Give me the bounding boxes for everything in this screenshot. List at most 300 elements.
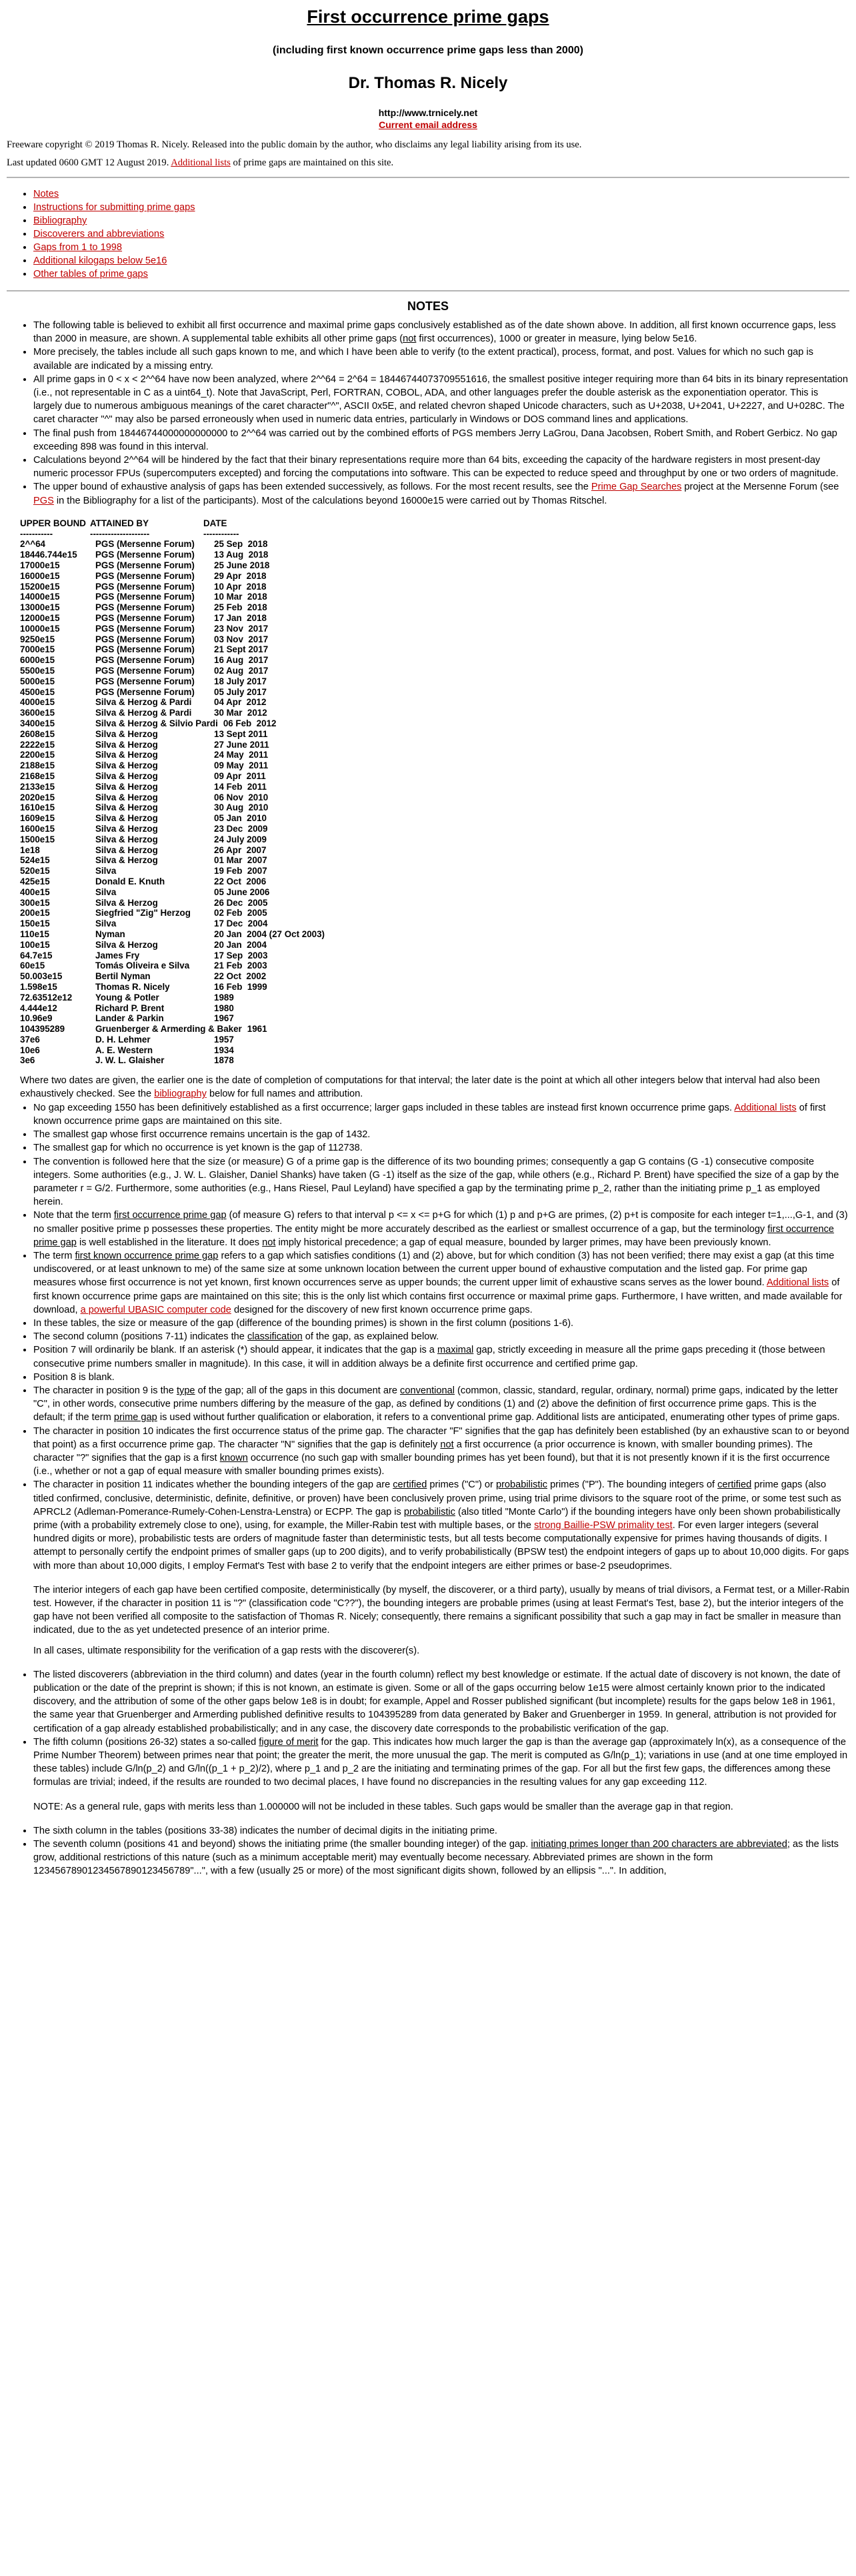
bound-row <box>20 908 849 918</box>
bound-row <box>20 1013 849 1024</box>
bound-cell: 9250e15 <box>20 634 55 644</box>
toc-link-discoverers[interactable]: Discoverers and abbreviations <box>33 229 165 239</box>
attained-by-cell: Silva & Herzog <box>95 802 158 813</box>
emphasized-text: classification <box>247 1331 303 1343</box>
emphasized-text: probabilistic <box>495 1479 548 1491</box>
date-cell: 1961 <box>247 1024 267 1035</box>
text-segment: All prime gaps in 0 < x < 2^^64 have now been analyzed, where 2^^64 = 2^64 = 18446744073709551616, the smallest positive integer requiring more than 64 bits in its binary representation (i.e., not representable in C as a uint64_t). Note that JavaScript, Perl, FORTRAN, COBOL, ADA, and other languages prefer the double asterisk as the exponentiation operator. This is largely due to numerous ambiguous meanings of the caret character"^", ASCII 0x5E, and related chevron shaped Unicode characters, such as U+2038, U+2041, U+2227, and U+028C. The caret character "^" may also be parsed erroneously when used in numeric data entries, particularly in Windows or DOS command lines and applications. <box>33 374 848 426</box>
text-segment: a first occurrence (a prior occurrence is known, with smaller bounding primes). The character "?" signifies that the gap is a first <box>33 1439 813 1463</box>
rule-1: ----------- <box>20 528 53 539</box>
text-segment: of first known occurrence prime gaps are maintained on this site. <box>33 1102 826 1127</box>
bound-row <box>20 876 849 887</box>
date-cell: 06 Nov 2010 <box>214 792 269 802</box>
bound-row <box>20 729 849 740</box>
text-segment: project at the Mersenne Forum (see <box>681 482 839 493</box>
note-item <box>33 1141 849 1155</box>
bound-row <box>20 655 849 666</box>
attained-by-cell: Richard P. Brent <box>95 1003 165 1013</box>
bound-cell: 2608e15 <box>20 728 55 739</box>
attained-by-cell: Silva & Herzog <box>95 781 158 792</box>
bound-cell: 64.7e15 <box>20 950 53 960</box>
text-segment: In these tables, the size or measure of the gap (difference of the bounding primes) is shown in the first column (positions 1-6). <box>33 1317 574 1329</box>
inline-link[interactable]: strong Baillie-PSW primality test <box>534 1519 673 1531</box>
bound-row <box>20 750 849 760</box>
text-segment: (common, classic, standard, regular, ordinary, normal) prime gaps, indicated by the letter "C", in other words, consecutive prime numbers differing by the measure of the gap, as defined by conditions (1) and (2) above the definition of first occurrence prime gaps. This is the default; if the term <box>33 1385 838 1423</box>
attained-by-cell: Lander & Parkin <box>95 1013 164 1024</box>
bound-cell: 72.63512e12 <box>20 992 73 1003</box>
attained-by-cell: PGS (Mersenne Forum) <box>95 560 195 571</box>
upper-bound-table <box>20 518 849 1066</box>
text-segment: Position 7 will ordinarily be blank. If an asterisk (*) should appear, it indicates that the gap is a <box>33 1345 437 1356</box>
header-date: DATE <box>203 518 227 528</box>
bound-row <box>20 898 849 908</box>
bound-cell: 10e6 <box>20 1045 40 1055</box>
copyright-notice: Freeware copyright © 2019 Thomas R. Nicely. Released into the public domain by the author, who disclaims any legal liability arising from its use. <box>7 139 582 150</box>
bound-cell: 524e15 <box>20 855 50 866</box>
emphasized-text: known <box>219 1452 248 1463</box>
page <box>0 7 856 1878</box>
date-cell: 29 Apr 2018 <box>214 570 267 581</box>
date-cell: 13 Aug 2018 <box>214 550 269 560</box>
rule-2: -------------------- <box>90 528 150 539</box>
page-title: First occurrence prime gaps <box>307 7 549 27</box>
email-link[interactable]: Current email address <box>379 119 477 130</box>
note-item <box>33 1384 849 1425</box>
note-item <box>33 1128 849 1141</box>
inline-link[interactable]: Additional lists <box>766 1277 829 1289</box>
bound-row <box>20 592 849 602</box>
attained-by-cell: Silva <box>95 886 117 897</box>
attained-by-cell: Young & Potler <box>95 992 159 1003</box>
attained-by-cell: Silva & Herzog <box>95 897 158 908</box>
date-cell: 21 Sept 2017 <box>214 644 269 655</box>
bound-row <box>20 1024 849 1035</box>
text-segment: Note that the term <box>33 1210 114 1221</box>
bound-cell: 3e6 <box>20 1055 35 1066</box>
attained-by-cell: PGS (Mersenne Forum) <box>95 623 195 634</box>
emphasized-text: maximal <box>437 1345 474 1356</box>
bound-cell: 60e15 <box>20 960 45 971</box>
attained-by-cell: PGS (Mersenne Forum) <box>95 686 195 697</box>
date-cell: 30 Aug 2010 <box>214 802 269 813</box>
text-segment: is used without further qualification or elaboration, it refers to a conventional prime gap. Additional lists are anticipated, enumerating other types of prime gaps. <box>157 1412 840 1423</box>
date-cell: 17 Dec 2004 <box>214 918 268 929</box>
date-cell: 25 Feb 2018 <box>214 602 267 613</box>
bound-row <box>20 855 849 866</box>
date-cell: 05 Jan 2010 <box>214 813 267 824</box>
date-cell: 16 Feb 1999 <box>214 981 267 992</box>
text-segment: The character in position 10 indicates the first occurrence status of the prime gap. The character "F" signifies that the gap has definitely been established (by an exhaustive scan to or beyond that point) as a first occurrence prime gap. The character "N" signifies that the gap is definitely <box>33 1425 849 1450</box>
text-segment: The final push from 18446744000000000000 to 2^^64 was carried out by the combined efforts of PGS members Jerry LaGrou, Dana Jacobsen, Robert Smith, and Robert Gerbicz. No gap exceeding 898 was found in this interval. <box>33 428 837 452</box>
date-cell: 16 Aug 2017 <box>214 655 269 666</box>
text-segment: The listed discoverers (abbreviation in the third column) and dates (year in the fourth column) reflect my best knowledge or estimate. If the actual date of discovery is not known, the date of publication or the date of the preprint is shown; if this is not known, an estimate is given. Some or all of the gaps occurring below 1e15 were almost certainly known prior to the indicated discovery, and the attribution of some of the other gaps below 1e8 is in doubt; for example, Appel and Rosser published significant (but incomplete) results for the gaps below 1e8 in 1961, the same year that Gruenberger and Armerding published definitive results to 104395289 from data generated by Baker and Gruenberger in 1959. In general, attribution is not provided for certification of a gap already established probabilistically; and in any case, the discovery date corresponds to the probabilistic verification of the gap. <box>33 1669 841 1734</box>
date-cell: 09 Apr 2011 <box>214 770 266 781</box>
author-name: Dr. Thomas R. Nicely <box>348 74 508 92</box>
attained-by-cell: PGS (Mersenne Forum) <box>95 676 195 686</box>
date-cell: 20 Jan 2004 (27 Oct 2003) <box>214 928 325 939</box>
bound-cell: 18446.744e15 <box>20 550 77 560</box>
bound-cell: 13000e15 <box>20 602 60 613</box>
text-segment: is well established in the literature. It does <box>76 1237 263 1248</box>
note-item <box>33 1425 849 1479</box>
attained-by-cell: Gruenberger & Armerding & Baker <box>95 1024 242 1035</box>
bound-cell: 2188e15 <box>20 760 55 771</box>
text-segment: for the gap. This indicates how much larger the gap is than the average gap (approximately ln(x), as a consequence of the Prime Number Theorem) between primes near that point; the greater the merit, the more unusual the gap. The merit is computed as G/ln(p_1); variations in use (and at one time employed in these tables) include G/ln(p_2) and G/ln((p_1 + p_2)/2), where p_1 and p_2 are the initiating and terminating primes of the gap. For all but the first few gaps, the differences among these formulas are trivial; indeed, if the results are rounded to two decimal places, I have found no discrepancies in the resulting values for any gap exceeding 112. <box>33 1736 848 1788</box>
text-segment: (of measure G) refers to that interval p <= x <= p+G for which (1) p and p+G are primes, (2) p+t is composite for each integer t=1,...,G-1, and (3) no smaller positive prime p possesses these properties. The entity might be more accurately described as the earliest or smallest occurrence of a gap, but the terminology <box>33 1210 848 1235</box>
note-item <box>33 1371 849 1384</box>
bound-row <box>20 539 849 550</box>
emphasized-text: first occurrence prime gap <box>113 1210 227 1221</box>
toc-link-kilogaps[interactable]: Additional kilogaps below 5e16 <box>33 255 167 266</box>
last-updated-text: Last updated 0600 GMT 12 August 2019. <box>7 157 169 168</box>
inline-link[interactable]: a powerful UBASIC computer code <box>80 1304 231 1315</box>
date-cell: 03 Nov 2017 <box>214 634 269 644</box>
bound-cell: 2168e15 <box>20 770 55 781</box>
inline-link[interactable]: PGS <box>33 495 54 506</box>
emphasized-text: certified <box>717 1479 752 1491</box>
bound-cell: 2133e15 <box>20 781 55 792</box>
page-subtitle: (including first known occurrence prime gaps less than 2000) <box>273 45 583 56</box>
bound-cell: 5000e15 <box>20 676 55 686</box>
emphasized-text: not <box>403 334 417 345</box>
bound-row <box>20 1003 849 1014</box>
text-segment: of the gap, as explained below. <box>302 1331 439 1343</box>
text-segment: prime gaps (also titled confirmed, conclusive, deterministic, definite, definitive, or proven) have been conclusively proven prime, using trial prime divisors to the square root of the prime, or some test such as APRCL2 (Adleman-Pomerance-Rumely-Cohen-Lenstra-Lenstra) or ECPP. The gap is <box>33 1479 841 1517</box>
bound-row <box>20 834 849 845</box>
attained-by-cell: PGS (Mersenne Forum) <box>95 570 195 581</box>
attained-by-cell: PGS (Mersenne Forum) <box>95 602 195 613</box>
bound-cell: 400e15 <box>20 886 50 897</box>
text-segment: The term <box>33 1250 75 1261</box>
note-item <box>33 1155 849 1209</box>
additional-lists-link[interactable]: Additional lists <box>171 157 231 168</box>
notes-list-mid <box>7 1101 849 1573</box>
after-table-paragraph <box>20 1074 849 1101</box>
date-cell: 09 May 2011 <box>214 760 269 771</box>
date-cell: 19 Feb 2007 <box>214 866 267 876</box>
rule-3: ------------ <box>203 528 239 539</box>
date-cell: 30 Mar 2012 <box>214 708 267 718</box>
email-link-wrap <box>7 119 849 130</box>
text-segment: imply historical precedence; a gap of equal measure, bounded by larger primes, may have been previously known. <box>275 1237 771 1248</box>
bound-table-rows <box>20 539 849 1066</box>
note-item <box>33 1824 849 1838</box>
note-paragraph: NOTE: As a general rule, gaps with merits less than 1.000000 will not be included in these tables. Such gaps would be smaller than the average gap in that region. <box>33 1801 733 1812</box>
text-segment: of the gap; all of the gaps in this document are <box>195 1385 401 1396</box>
website-url: http://www.trnicely.net <box>378 107 478 118</box>
bound-cell: 4.444e12 <box>20 1003 57 1013</box>
bound-row <box>20 1035 849 1045</box>
attained-by-cell: Thomas R. Nicely <box>95 981 170 992</box>
date-cell: 27 June 2011 <box>214 739 269 750</box>
responsibility-paragraph: In all cases, ultimate responsibility for the verification of a gap rests with the discoverer(s). <box>33 1645 420 1656</box>
text-segment: The seventh column (positions 41 and beyond) shows the initiating prime (the smaller bounding integer) of the gap. <box>33 1839 531 1850</box>
bound-row <box>20 887 849 898</box>
bound-cell: 200e15 <box>20 908 50 918</box>
bound-cell: 15200e15 <box>20 581 60 592</box>
toc-item <box>33 187 849 201</box>
bound-row <box>20 929 849 940</box>
bound-cell: 110e15 <box>20 928 49 939</box>
text-segment: Where two dates are given, the earlier one is the date of completion of computations for that interval; the later date is the point at which all other integers below that interval had also been exhaustively checked. See the <box>20 1075 820 1100</box>
note-item <box>33 427 849 454</box>
bound-row <box>20 740 849 750</box>
attained-by-cell: PGS (Mersenne Forum) <box>95 666 195 676</box>
text-segment: refers to a gap which satisfies conditions (1) and (2) above, but for which condition (3) has not been verified; there may exist a gap (at this time undiscovered, or at least unknown to me) of the same size at some unknown location between the current upper bound of exhaustive computation and the listed gap. For prime gap measures whose first occurrence is not yet known, first known occurrences serve as upper bounds; the current upper limit of exhaustive scans serves as the lower bound. <box>33 1250 835 1289</box>
bound-cell: 1500e15 <box>20 834 55 844</box>
attained-by-cell: D. H. Lehmer <box>95 1034 151 1045</box>
bound-cell: 10.96e9 <box>20 1013 53 1024</box>
bound-cell: 37e6 <box>20 1034 40 1045</box>
emphasized-text: initiating primes longer than 200 characters are abbreviated <box>531 1839 787 1850</box>
attained-by-cell: PGS (Mersenne Forum) <box>95 634 195 644</box>
attained-by-cell: A. E. Western <box>95 1045 153 1055</box>
emphasized-text: not <box>440 1439 454 1450</box>
attained-by-cell: Silva & Herzog <box>95 844 158 855</box>
bound-cell: 17000e15 <box>20 560 60 571</box>
text-segment: in the Bibliography for a list of the participants). Most of the calculations beyond 16000e15 were carried out by Thomas Ritschel. <box>53 495 607 506</box>
toc-item <box>33 201 849 214</box>
note-item <box>33 454 849 480</box>
attained-by-cell: Silva & Herzog <box>95 750 158 760</box>
note-item <box>33 1101 849 1128</box>
bound-row <box>20 982 849 993</box>
attained-by-cell: PGS (Mersenne Forum) <box>95 613 195 624</box>
notes-list-top <box>7 319 849 508</box>
date-cell: 17 Jan 2018 <box>214 613 267 624</box>
attained-by-cell: Silva & Herzog <box>95 770 158 781</box>
date-cell: 04 Apr 2012 <box>214 697 267 708</box>
note-item <box>33 1249 849 1317</box>
toc-item <box>33 241 849 254</box>
text-segment: More precisely, the tables include all such gaps known to me, and which I have been able to verify (to the extent practical), process, format, and post. Values for which no such gap is available are indicated by a missing entry. <box>33 347 814 372</box>
date-cell: 01 Mar 2007 <box>214 855 267 866</box>
attained-by-cell: PGS (Mersenne Forum) <box>95 539 195 550</box>
attained-by-cell: Tomás Oliveira e Silva <box>95 960 190 971</box>
last-updated-suffix: of prime gaps are maintained on this site. <box>233 157 394 168</box>
attained-by-cell: Silva & Herzog <box>95 813 158 824</box>
bound-row <box>20 613 849 624</box>
text-segment: The character in position 11 indicates whether the bounding integers of the gap are <box>33 1479 393 1491</box>
text-segment: The sixth column in the tables (positions 33-38) indicates the number of decimal digits in the initiating prime. <box>33 1825 497 1836</box>
bound-cell: 300e15 <box>20 897 50 908</box>
attained-by-cell: Silva & Herzog <box>95 792 158 802</box>
bound-cell: 4000e15 <box>20 697 55 708</box>
text-segment: The fifth column (positions 26-32) states a so-called <box>33 1736 259 1748</box>
text-segment: The following table is believed to exhibit all first occurrence and maximal prime gaps conclusively established as of the date shown above. In addition, all first known occurrence gaps, less than 2000 in measure, are shown. A supplemental table exhibits all other prime gaps ( <box>33 320 836 345</box>
text-segment: Position 8 is blank. <box>33 1371 115 1383</box>
bound-cell: 1609e15 <box>20 813 55 824</box>
attained-by-cell: Silva & Herzog <box>95 728 158 739</box>
bound-cell: 1610e15 <box>20 802 55 813</box>
attained-by-cell: Silva & Herzog & Pardi <box>95 708 192 718</box>
divider <box>7 290 849 291</box>
bound-cell: 1e18 <box>20 844 40 855</box>
note-item <box>33 1668 849 1736</box>
note-item <box>33 1478 849 1572</box>
divider <box>7 177 849 178</box>
attained-by-cell: Silva & Herzog <box>95 739 158 750</box>
notes-list-bottom <box>7 1668 849 1790</box>
bound-row <box>20 571 849 582</box>
text-segment: primes ("C") or <box>427 1479 496 1491</box>
date-cell: 05 July 2017 <box>214 686 267 697</box>
bound-cell: 14000e15 <box>20 592 60 602</box>
bound-table-rule <box>20 529 849 540</box>
date-cell: 26 Apr 2007 <box>214 844 267 855</box>
bound-row <box>20 624 849 634</box>
bound-row <box>20 550 849 560</box>
note-item <box>33 346 849 372</box>
attained-by-cell: Nyman <box>95 928 125 939</box>
text-segment: The upper bound of exhaustive analysis of gaps has been extended successively, as follows. For the most recent results, see the <box>33 482 591 493</box>
attained-by-cell: PGS (Mersenne Forum) <box>95 592 195 602</box>
bound-row <box>20 971 849 982</box>
toc-link-notes[interactable]: Notes <box>33 189 59 199</box>
date-cell: 20 Jan 2004 <box>214 939 267 950</box>
bound-row <box>20 960 849 971</box>
attained-by-cell: PGS (Mersenne Forum) <box>95 550 195 560</box>
bound-row <box>20 687 849 698</box>
bound-cell: 16000e15 <box>20 570 60 581</box>
attained-by-cell: Silva & Herzog <box>95 855 158 866</box>
bound-row <box>20 666 849 676</box>
bound-row <box>20 802 849 813</box>
bound-cell: 104395289 <box>20 1024 65 1035</box>
date-cell: 22 Oct 2006 <box>214 876 267 886</box>
date-cell: 25 Sep 2018 <box>214 539 268 550</box>
note-item <box>33 1736 849 1790</box>
date-cell: 14 Feb 2011 <box>214 781 267 792</box>
text-segment: Calculations beyond 2^^64 will be hindered by the fact that their binary representations require more than 64 bits, exceeding the capacity of the hardware registers in most present-day numeric processor FPUs (supercomputers excepted) and forcing the computations into software. This can be expected to reduce speed and throughput by one or two orders of magnitude. <box>33 455 839 480</box>
bound-row <box>20 718 849 729</box>
note-item <box>33 480 849 507</box>
text-segment: . For even larger integers (several hundred digits or more), probabilistic tests are orders of magnitude faster than deterministic tests, but all tests become computationally expensive for primes having thousands of digits. I attempt to personally certify the endpoint primes of smaller gaps (up to 200 digits), and to verify probabilistically (BPSW test) the endpoint integers of gaps up to about 10,000 digits. For gaps with more than about 10,000 digits, I employ Fermat's Test with base 2 to verify that the endpoint integers are either primes or base-2 pseudoprimes. <box>33 1519 849 1571</box>
bound-row <box>20 697 849 708</box>
text-segment: ; as the lists grow, additional restrictions of this nature (such as a minimum acceptable merit) may eventually become necessary. Abbreviated primes are shown in the form 12345678901234567890123456789"...", with a few (usually 25 or more) of the most significant digits shown, followed by an ellipsis "...". In addition, <box>33 1839 839 1877</box>
date-cell: 23 Dec 2009 <box>214 823 268 834</box>
emphasized-text: prime gap <box>113 1412 157 1423</box>
date-cell: 1957 <box>214 1034 234 1045</box>
bound-row <box>20 760 849 771</box>
toc-link-instructions[interactable]: Instructions for submitting prime gaps <box>33 202 195 213</box>
toc-link-gaps-1-1998[interactable]: Gaps from 1 to 1998 <box>33 242 123 253</box>
bound-row <box>20 866 849 876</box>
emphasized-text: certified <box>393 1479 427 1491</box>
note-item <box>33 373 849 427</box>
bound-cell: 12000e15 <box>20 613 60 624</box>
attained-by-cell: PGS (Mersenne Forum) <box>95 581 195 592</box>
note-item <box>33 1343 849 1370</box>
text-segment: below for full names and attribution. <box>206 1089 363 1100</box>
notes-list-final <box>7 1824 849 1878</box>
emphasized-text: type <box>176 1385 195 1396</box>
date-cell: 18 July 2017 <box>214 676 267 686</box>
attained-by-cell: Silva & Herzog <box>95 834 158 844</box>
date-cell: 22 Oct 2002 <box>214 971 267 982</box>
bound-row <box>20 824 849 834</box>
bound-cell: 2200e15 <box>20 750 55 760</box>
text-segment: The convention is followed here that the size (or measure) G of a prime gap is the difference of its two bounding primes; consequently a gap G contains (G -1) consecutive composite integers. Some authorities (e.g., J. W. L. Glaisher, Daniel Shanks) have taken (G -1) itself as the size of the gap, while others (e.g., Richard P. Brent) have specified the size of a gap by the parameter r = G/2. Furthermore, some authorities (e.g., Hans Riesel, Paul Leyland) have specified a gap by the terminating prime p_2, rather than the initiating prime p_1 as employed herein. <box>33 1156 839 1208</box>
note-item <box>33 1209 849 1249</box>
note-item <box>33 1838 849 1878</box>
attained-by-cell: Siegfried "Zig" Herzog <box>95 908 191 918</box>
bound-row <box>20 560 849 571</box>
emphasized-text: first occurrence prime gap <box>33 1223 835 1248</box>
text-segment: of first known occurrence prime gaps are maintained on this site; this is the only list which contains first occurrence or maximal prime gaps. Furthermore, I have written, and made available for download, <box>33 1277 843 1315</box>
date-cell: 26 Dec 2005 <box>214 897 268 908</box>
attained-by-cell: J. W. L. Glaisher <box>95 1055 165 1066</box>
toc-item <box>33 267 849 281</box>
date-cell: 1980 <box>214 1003 234 1013</box>
text-segment: occurrence (no such gap with smaller bounding primes has yet been found), but that it is not presently known if it is the first occurrence (i.e., whether or not a gap of equal measure with smaller bounding primes exists). <box>33 1452 830 1477</box>
inline-link[interactable]: Additional lists <box>734 1102 797 1113</box>
date-cell: 02 Feb 2005 <box>214 908 267 918</box>
notes-section <box>7 319 849 1878</box>
attained-by-cell: Silva <box>95 866 117 876</box>
header-attained-by: ATTAINED BY <box>90 518 149 528</box>
emphasized-text: first known occurrence prime gap <box>75 1250 219 1261</box>
text-segment: gap, strictly exceeding in measure all the prime gaps preceding it (those between consecutive prime numbers smaller in magnitude). In this case, it will in addition always be a definite first occurrence and certified prime gap. <box>33 1345 825 1369</box>
bound-cell: 2^^64 <box>20 539 45 550</box>
bound-row <box>20 771 849 782</box>
bound-cell: 10000e15 <box>20 623 60 634</box>
attained-by-cell: Silva & Herzog <box>95 760 158 771</box>
bound-cell: 100e15 <box>20 939 50 950</box>
inline-link[interactable]: Prime Gap Searches <box>591 482 682 493</box>
bound-row <box>20 708 849 718</box>
bound-row <box>20 634 849 645</box>
bound-row <box>20 940 849 950</box>
bound-row <box>20 792 849 803</box>
bound-cell: 5500e15 <box>20 666 55 676</box>
attained-by-cell: Bertil Nyman <box>95 971 151 982</box>
last-updated <box>7 157 849 169</box>
date-cell: 1989 <box>214 992 234 1003</box>
bound-row <box>20 644 849 655</box>
table-of-contents <box>7 187 849 281</box>
date-cell: 05 June 2006 <box>214 886 270 897</box>
attained-by-cell: Silva & Herzog & Silvio Pardi <box>95 718 218 728</box>
date-cell: 24 July 2009 <box>214 834 267 844</box>
toc-link-bibliography[interactable]: Bibliography <box>33 215 87 226</box>
date-cell: 1878 <box>214 1055 234 1066</box>
bound-cell: 425e15 <box>20 876 50 886</box>
toc-link-other-tables[interactable]: Other tables of prime gaps <box>33 269 148 279</box>
text-segment: first occurrences), 1000 or greater in measure, lying below 5e16. <box>416 334 697 345</box>
bound-row <box>20 582 849 592</box>
text-segment: designed for the discovery of new first known occurrence prime gaps. <box>231 1304 533 1315</box>
bound-row <box>20 918 849 929</box>
bound-cell: 520e15 <box>20 866 50 876</box>
interior-integers-paragraph: The interior integers of each gap have been certified composite, deterministically (by myself, the discoverer, or a third party), usually by means of trial divisors, a Fermat test, or a Miller-Rabin test. However, if the character in position 11 is "?" (classification code "C??"), the bounding integers are probable primes (using at least Fermat's Test, base 2), but the interior integers of the gap have not been verified all composite to the satisfaction of Thomas R. Nicely; consequently, there remains a significant possibility that such a gap may in fact be smaller in measure than indicated, due to the as yet undetected presence of an interior prime. <box>33 1584 849 1636</box>
date-cell: 13 Sept 2011 <box>214 728 268 739</box>
bound-row <box>20 602 849 613</box>
date-cell: 02 Aug 2017 <box>214 666 269 676</box>
date-cell: 17 Sep 2003 <box>214 950 268 960</box>
bound-cell: 50.003e15 <box>20 971 63 982</box>
bound-row <box>20 676 849 687</box>
bound-cell: 1600e15 <box>20 823 55 834</box>
inline-link[interactable]: bibliography <box>154 1089 207 1100</box>
attained-by-cell: Silva <box>95 918 117 929</box>
bound-cell: 3600e15 <box>20 708 55 718</box>
date-cell: 10 Mar 2018 <box>214 592 267 602</box>
bound-row <box>20 993 849 1003</box>
attained-by-cell: Silva & Herzog <box>95 939 158 950</box>
date-cell: 1934 <box>214 1045 234 1055</box>
bound-table-header <box>20 518 849 529</box>
